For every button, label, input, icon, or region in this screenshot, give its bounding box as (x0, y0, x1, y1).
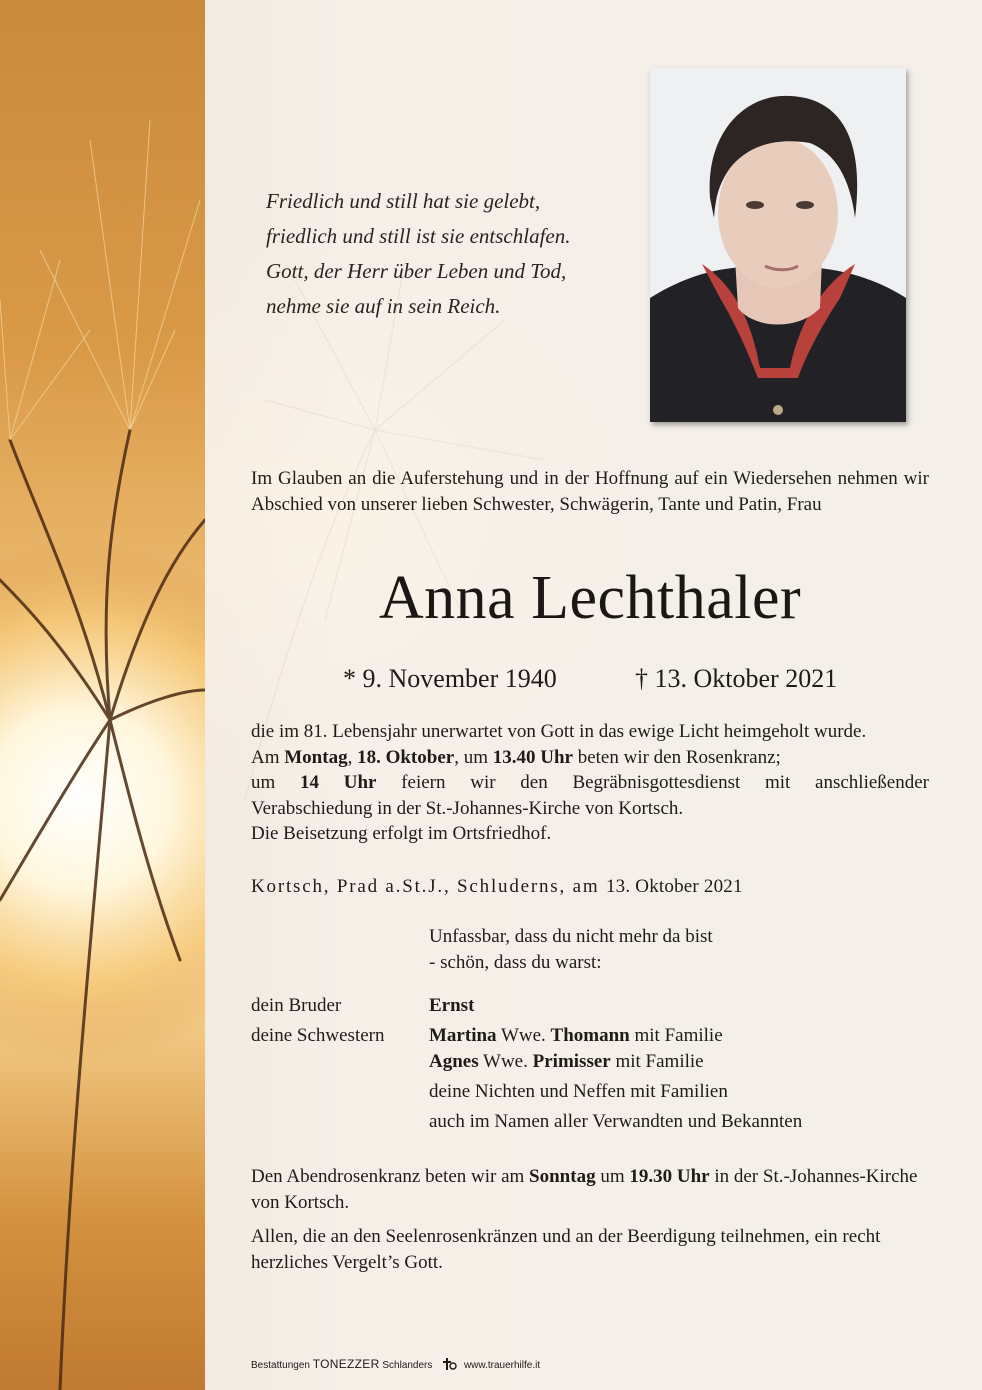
farewell-quote (429, 924, 713, 976)
evening-rosary-day: Sonntag (529, 1166, 596, 1187)
announcement-line: die im 81. Lebensjahr unerwartet von Gott in das ewige Licht heimgeholt wurde. (251, 721, 867, 742)
text-fragment: beten wir den Rosenkranz; (572, 746, 781, 768)
text-fragment: Wwe. (478, 1051, 533, 1072)
funeral-line (251, 770, 929, 796)
sister-first-name: Agnes (429, 1051, 479, 1072)
evening-rosary-time: 19.30 Uhr (629, 1166, 710, 1187)
text-fragment: um (595, 1166, 630, 1187)
death-date: † 13. Oktober 2021 (635, 664, 838, 693)
footer-prefix: Bestattungen (251, 1360, 310, 1372)
brother-name: Ernst (429, 995, 475, 1016)
funeral-home-brand: TONEZZER (312, 1357, 380, 1372)
text-fragment: Den Abendrosenkranz beten wir am (251, 1166, 530, 1187)
sister-last-name: Thomann (550, 1025, 630, 1046)
relative-name (429, 993, 474, 1019)
funeral-home-footer (251, 1357, 540, 1374)
deceased-name: Anna Lechthaler (378, 564, 802, 632)
relative-name (429, 1023, 723, 1049)
text-fragment: Wwe. (496, 1025, 551, 1046)
text-fragment: mit Familie (629, 1025, 723, 1046)
motto-line: nehme sie auf in sein Reich. (266, 294, 501, 318)
quote-line: - schön, dass du warst: (429, 952, 602, 973)
motto-line: friedlich und still ist sie entschlafen. (266, 224, 571, 248)
cross-logo-icon (441, 1357, 457, 1374)
relative-label: deine Schwestern (251, 1025, 385, 1046)
relative-label: dein Bruder (251, 995, 342, 1016)
announcement-line: Verabschiedung in der St.-Johannes-Kirche von Kortsch. (251, 797, 684, 819)
closing-paragraph (251, 1164, 929, 1275)
birth-date: * 9. November 1940 (343, 664, 557, 693)
sister-first-name: Martina (429, 1025, 497, 1046)
motto-line: Gott, der Herr über Leben und Tod, (266, 259, 567, 283)
motto-line: Friedlich und still hat sie gelebt, (266, 189, 541, 213)
text-fragment: mit Familie (610, 1051, 704, 1072)
text-fragment: , (347, 746, 358, 768)
place-date-line (251, 874, 743, 899)
text-fragment: um (251, 772, 301, 793)
rosary-line (251, 745, 929, 771)
evening-rosary-text (251, 1164, 929, 1215)
text-fragment: in der St.-Johannes-Kirche von Kortsch. (251, 1166, 918, 1213)
rosary-date: 18. Oktober (357, 746, 455, 768)
relatives-nieces: deine Nichten und Neffen mit Familien (429, 1081, 728, 1102)
text-fragment: , um (454, 746, 493, 768)
quote-line: Unfassbar, dass du nicht mehr da bist (429, 926, 713, 947)
funeral-time: 14 Uhr (300, 772, 377, 793)
footer-url: www.trauerhilfe.it (463, 1360, 541, 1372)
place-text: Kortsch, Prad a.St.J., Schluderns, am (251, 876, 600, 897)
text-fragment: feiern wir den Begräbnisgottesdienst mit anschließender (376, 772, 929, 793)
sister-last-name: Primisser (532, 1051, 611, 1072)
intro-paragraph: Im Glauben an die Auferstehung und in der Hoffnung auf ein Wiedersehen nehmen wir Abschied von unserer lieben Schwester, Schwägerin, Tante und Patin, Frau (251, 468, 929, 515)
announcement-paragraph (251, 719, 929, 847)
place-date: 13. Oktober 2021 (605, 876, 743, 897)
thanks-text: Allen, die an den Seelenrosenkränzen und an der Beerdigung teilnehmen, ein recht herzliches Vergelt’s Gott. (251, 1226, 881, 1273)
motto-verse (266, 184, 646, 324)
rosary-time: 13.40 Uhr (492, 746, 573, 768)
dandelion-sunset-image (0, 0, 205, 1390)
relative-name (429, 1049, 704, 1075)
footer-suffix: Schlanders (382, 1360, 433, 1372)
text-fragment: Am (251, 746, 285, 768)
relatives-others: auch im Namen aller Verwandten und Bekannten (429, 1111, 803, 1132)
rosary-day: Montag (284, 746, 348, 768)
announcement-line: Die Beisetzung erfolgt im Ortsfriedhof. (251, 823, 552, 844)
portrait-photo (650, 68, 906, 422)
